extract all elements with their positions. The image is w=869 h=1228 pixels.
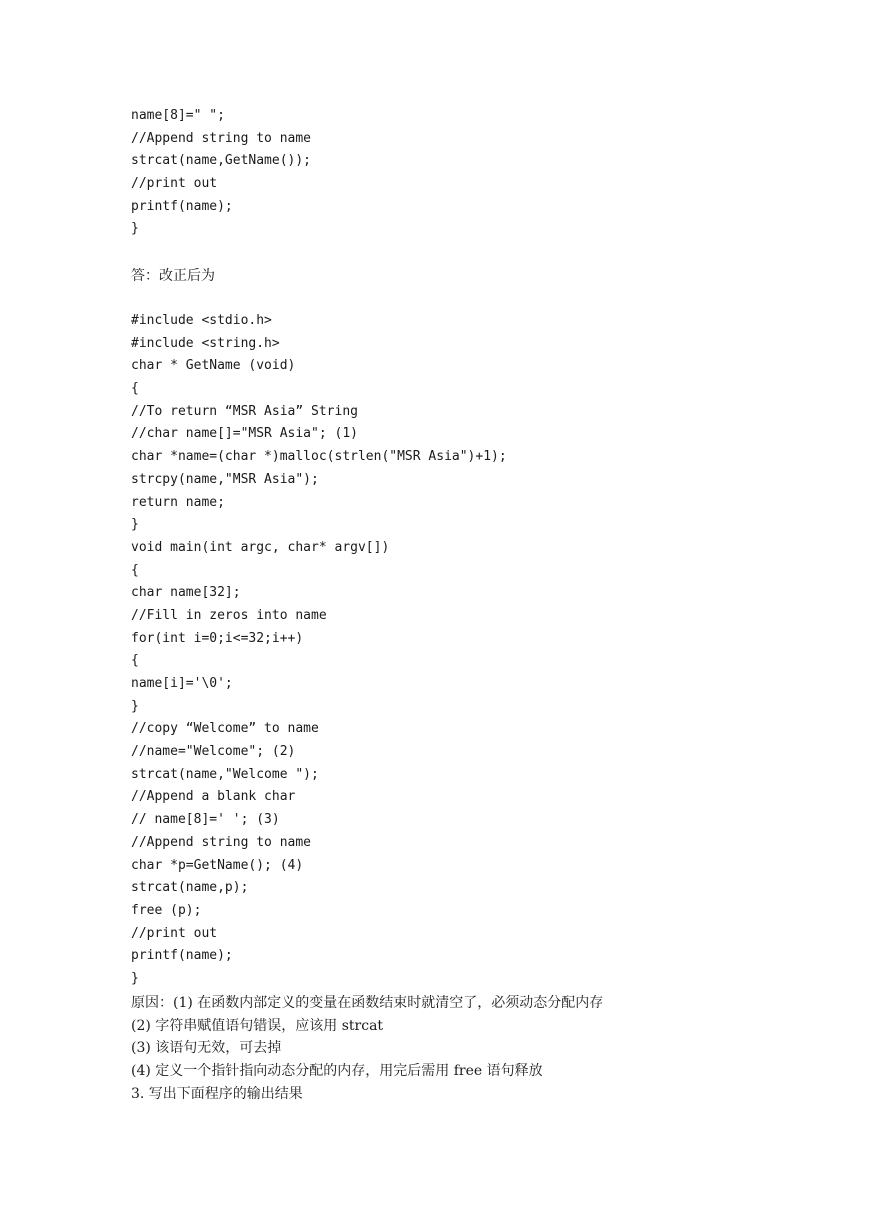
code-line: //copy “Welcome” to name xyxy=(131,721,319,737)
code-line: //To return “MSR Asia” String xyxy=(131,403,358,419)
reason-line: (4) 定义一个指针指向动态分配的内存，用完后需用 free 语句释放 xyxy=(131,1063,543,1080)
answer-heading: 答：改正后为 xyxy=(131,268,215,284)
code-line: printf(name); xyxy=(131,198,233,214)
code-line: } xyxy=(131,221,139,237)
code-line: char name[32]; xyxy=(131,585,241,601)
code-snippet-corrected xyxy=(131,310,831,991)
code-line: strcat(name,GetName()); xyxy=(131,153,312,169)
code-line: name[i]='\0'; xyxy=(131,676,233,691)
code-line: for(int i=0;i<=32;i++) xyxy=(131,630,304,646)
answer-section xyxy=(131,265,831,288)
code-line: void main(int argc, char* argv[]) xyxy=(131,539,390,555)
code-line: strcat(name,"Welcome "); xyxy=(131,766,319,782)
explanation-section xyxy=(131,992,831,1105)
code-line: char *p=GetName(); (4) xyxy=(131,857,304,873)
code-line: { xyxy=(131,562,139,578)
code-line: } xyxy=(131,698,139,714)
code-line: //name="Welcome"; (2) xyxy=(131,744,296,760)
code-line: char *name=(char *)malloc(strlen("MSR Asia")+1); xyxy=(131,449,507,465)
code-line: char * GetName (void) xyxy=(131,358,296,374)
code-line: //print out xyxy=(131,925,218,941)
code-line: } xyxy=(131,517,139,533)
code-line: } xyxy=(131,970,139,986)
code-line: printf(name); xyxy=(131,948,233,964)
next-question-heading: 3. 写出下面程序的输出结果 xyxy=(131,1085,303,1102)
code-line: //print out xyxy=(131,176,218,192)
reason-line: (2) 字符串赋值语句错误，应该用 strcat xyxy=(131,1017,384,1034)
code-line: return name; xyxy=(131,494,225,510)
code-line: name[8]=" "; xyxy=(131,108,225,123)
code-line: // name[8]=' '; (3) xyxy=(131,812,280,828)
code-line: { xyxy=(131,653,139,669)
code-line: //Append string to name xyxy=(131,130,312,146)
reason-line: (3) 该语句无效，可去掉 xyxy=(131,1040,282,1057)
reason-line: 原因：(1) 在函数内部定义的变量在函数结束时就清空了，必须动态分配内存 xyxy=(131,995,604,1011)
code-snippet-original xyxy=(131,105,831,241)
code-line: free (p); xyxy=(131,902,202,918)
code-line: #include <string.h> xyxy=(131,335,280,351)
code-line: //Fill in zeros into name xyxy=(131,607,327,623)
code-line: //Append string to name xyxy=(131,834,312,850)
code-line: strcpy(name,"MSR Asia"); xyxy=(131,471,319,487)
code-line: #include <stdio.h> xyxy=(131,313,272,328)
code-line: //Append a blank char xyxy=(131,789,296,805)
code-line: { xyxy=(131,381,139,397)
code-line: //char name[]="MSR Asia"; (1) xyxy=(131,426,358,442)
code-line: strcat(name,p); xyxy=(131,880,249,896)
